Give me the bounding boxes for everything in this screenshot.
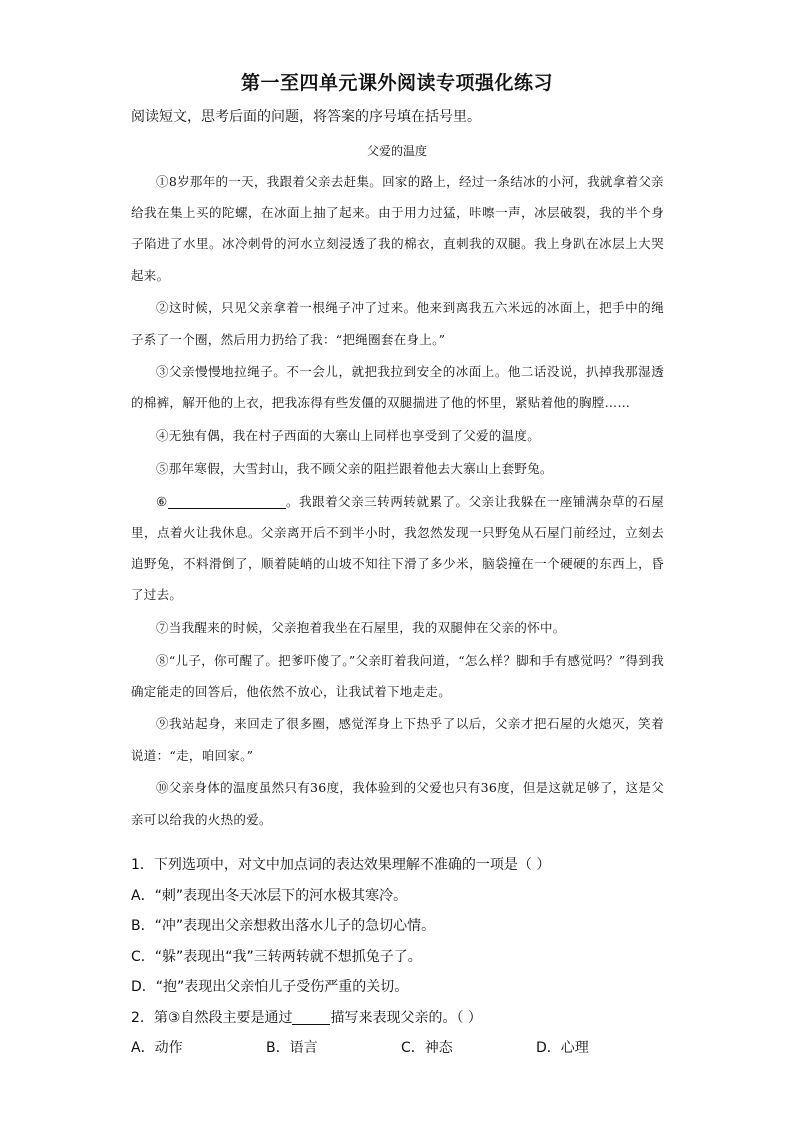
question-1-option-d: D．“抱”表现出父亲怕儿子受伤严重的关切。 [131,979,409,995]
paragraph-7: ⑦当我醒来的时候，父亲抱着我坐在石屋里，我的双腿伸在父亲的怀中。 [156,619,566,635]
paragraph-2: ②这时候，只见父亲拿着一根绳子冲了过来。他来到离我五六米远的冰面上，把手中的绳子系了一个圈，然后用力扔给了我：“把绳圈套在身上。” [131,300,664,347]
question-1-option-a: A．“刺”表现出冬天冰层下的河水极其寒冷。 [131,887,408,904]
paragraph-9: ⑨我站起身，来回走了很多圈，感觉浑身上下热乎了以后，父亲才把石屋的火熄灭，笑着说道：“走，咱回家。” [131,716,664,763]
story-body [131,166,664,836]
question-2-stem-start: 2．第③自然段主要是通过 [131,1009,293,1026]
question-2-option-a: A．动作 [131,1040,183,1056]
question-2-option-d: D．心理 [536,1040,589,1056]
paragraph-6-text: 。我跟着父亲三转两转就累了。父亲让我躲在一座铺满杂草的石屋里，点着火让我休息。父亲离开后不到半小时，我忽然发现一只野兔从石屋门前经过，立刻去追野兔，不料滑倒了，顺着陡峭的山坡不知往下滑了多少米，脑袋撞在一个硬硬的东西上，昏了过去。 [131,493,664,603]
question-2-blank[interactable] [292,1010,330,1025]
paragraph-8: ⑧“儿子，你可醒了。把爹吓傻了。”父亲盯着我问道，“怎么样？脚和手有感觉吗？”得到我确定能走的回答后，他依然不放心，让我试着下地走走。 [131,652,664,699]
question-2-option-b: B．语言 [266,1040,318,1056]
paragraph-6-number: ⑥ [156,493,168,509]
paragraph-1: ①8岁那年的一天，我跟着父亲去赶集。回家的路上，经过一条结冰的小河，我就拿着父亲给我在集上买的陀螺，在冰面上抽了起来。由于用力过猛，咔嚓一声，冰层破裂，我的半个身子陷进了水里。冰冷刺骨的河水立刻浸透了我的棉衣，直刺我的双腿。我上身趴在冰层上大哭起来。 [131,174,664,283]
story-title: 父爱的温度 [366,144,427,158]
question-1-option-c: C．“躲”表现出“我”三转两转就不想抓兔子了。 [131,948,422,965]
fill-blank-line[interactable] [168,494,286,509]
paragraph-5: ⑤那年寒假，大雪封山，我不顾父亲的阻拦跟着他去大寨山上套野兔。 [156,460,553,476]
paragraph-3: ③父亲慢慢地拉绳子。不一会儿，就把我拉到安全的冰面上。他二话没说，扒掉我那湿透的棉裤，解开他的上衣，把我冻得有些发僵的双腿揣进了他的怀里，紧贴着他的胸膛…… [131,364,664,411]
paragraph-10: ⑩父亲身体的温度虽然只有36度，我体验到的父爱也只有36度，但是这就足够了，这是父亲可以给我的火热的爱。 [131,780,664,827]
question-2-options [131,1033,671,1064]
worksheet-title: 第一至四单元课外阅读专项强化练习 [240,72,553,94]
question-1-stem: 1．下列选项中，对文中加点词的表达效果理解不准确的一项是（ ） [131,857,551,873]
instruction-text: 阅读短文，思考后面的问题，将答案的序号填在括号里。 [131,109,481,125]
paragraph-6 [131,486,664,611]
question-2-stem-end: 描写来表现父亲的。（ ） [330,1009,482,1026]
question-2-stem [131,1003,671,1034]
paragraph-4: ④无独有偶，我在村子西面的大寨山上同样也享受到了父爱的温度。 [156,428,541,444]
question-2-option-c: C．神态 [401,1040,453,1056]
questions-section [131,850,671,1064]
question-1-option-b: B．“冲”表现出父亲想救出落水儿子的急切心情。 [131,918,436,934]
